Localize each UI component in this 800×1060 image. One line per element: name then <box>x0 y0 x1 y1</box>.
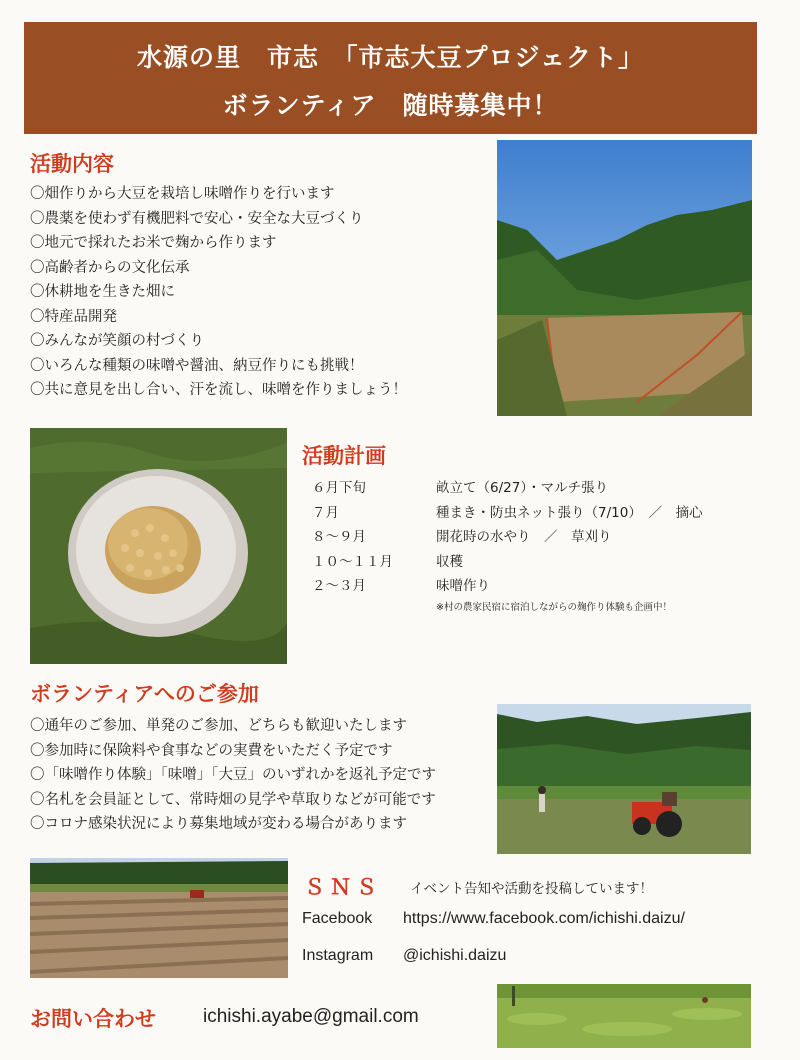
facebook-label: Facebook <box>302 910 373 927</box>
plowed-field-photo <box>30 858 288 978</box>
list-item: 〇地元で採れたお米で麹から作ります <box>30 235 277 251</box>
banner-subtitle: ボランティア 随時募集中！ <box>222 91 559 120</box>
list-item: 〇畑作りから大豆を栽培し味噌作りを行います <box>30 186 335 202</box>
list-item: 〇名札を会員証として、常時畑の見学や草取りなどが可能です <box>30 791 436 808</box>
sns-heading: ＳＮＳ <box>304 875 382 899</box>
title-banner <box>24 22 757 134</box>
list-item: 〇高齢者からの文化伝承 <box>30 259 190 276</box>
activities-heading: 活動内容 <box>30 152 114 176</box>
plan-activity: 畝立て（6/27）・マルチ張り <box>436 480 609 496</box>
list-item: 〇「味噌作り体験」「味噌」「大豆」のいずれかを返礼予定です <box>30 767 436 783</box>
plan-note: ※村の農家民宿に宿泊しながらの麹作り体験も企画中！ <box>436 602 672 613</box>
green-field-photo <box>497 984 751 1048</box>
plan-activity: 種まき・防虫ネット張り（7/10） ／ 摘心 <box>436 504 703 521</box>
sns-description: イベント告知や活動を投稿しています！ <box>410 881 653 897</box>
plan-heading: 活動計画 <box>302 444 386 468</box>
plan-month: １０～１１月 <box>312 553 393 570</box>
contact-heading: お問い合わせ <box>30 1007 156 1031</box>
list-item: 〇休耕地を生きた畑に <box>30 284 175 300</box>
plan-activity: 収穫 <box>436 553 463 570</box>
plan-month: ７月 <box>312 504 339 521</box>
instagram-label: Instagram <box>302 947 374 964</box>
plan-activity: 味噌作り <box>436 578 490 594</box>
list-item: 〇通年のご参加、単発のご参加、どちらも歓迎いたします <box>30 718 407 734</box>
plan-activity: 開花時の水やり ／ 草刈り <box>436 529 612 545</box>
participation-list <box>30 714 436 837</box>
banner-title: 水源の里 市志 「市志大豆プロジェクト」 <box>136 43 644 72</box>
list-item: 〇みんなが笑顔の村づくり <box>30 333 204 349</box>
field-forest-photo <box>497 140 752 416</box>
list-item: 〇農薬を使わず有機肥料で安心・安全な大豆づくり <box>30 210 364 227</box>
activities-list <box>30 182 407 403</box>
plan-month: ２～３月 <box>312 578 366 594</box>
list-item: 〇いろんな種類の味噌や醤油、納豆作りにも挑戦！ <box>30 357 364 374</box>
contact-email[interactable]: ichishi.ayabe@gmail.com <box>203 1006 419 1027</box>
plan-month: ８～９月 <box>312 529 366 545</box>
list-item: 〇参加時に保険料や食事などの実費をいただく予定です <box>30 742 393 759</box>
participation-heading: ボランティアへのご参加 <box>30 682 259 706</box>
tractor-field-photo <box>497 704 751 854</box>
list-item: 〇共に意見を出し合い、汗を流し、味噌を作りましょう！ <box>30 382 407 398</box>
facebook-link[interactable]: https://www.facebook.com/ichishi.daizu/ <box>403 910 685 927</box>
instagram-link[interactable]: @ichishi.daizu <box>403 947 507 964</box>
list-item: 〇コロナ感染状況により募集地域が変わる場合があります <box>30 816 407 832</box>
list-item: 〇特産品開発 <box>30 308 117 325</box>
plan-month: ６月下旬 <box>312 480 366 496</box>
soybean-bowl-photo <box>30 428 287 664</box>
